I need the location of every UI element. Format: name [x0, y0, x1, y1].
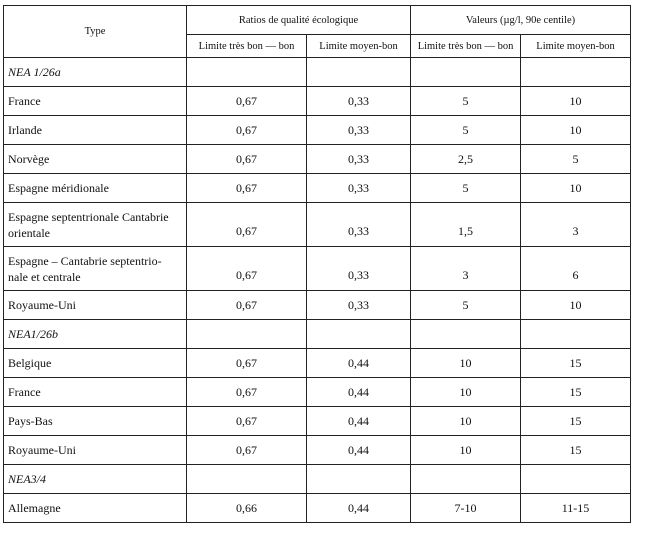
empty-cell [187, 465, 307, 494]
empty-cell [307, 320, 411, 349]
table-row [4, 116, 631, 145]
value-cell: 0,44 [307, 494, 411, 523]
subheader-ratio-moyen: Limite moyen-bon [307, 35, 411, 58]
row-label: Espagne – Cantabrie septentrio-nale et centrale [4, 247, 187, 291]
row-label: Irlande [4, 116, 187, 145]
subheader-ratio-tres-bon: Limite très bon — bon [187, 35, 307, 58]
value-cell: 0,67 [187, 349, 307, 378]
group-label: NEA 1/26a [4, 58, 187, 87]
value-cell: 7-10 [411, 494, 521, 523]
table-row [4, 203, 631, 247]
value-cell: 0,44 [307, 349, 411, 378]
empty-cell [411, 320, 521, 349]
group-label: NEA1/26b [4, 320, 187, 349]
value-cell: 11-15 [521, 494, 631, 523]
value-cell: 0,33 [307, 247, 411, 291]
value-cell: 0,33 [307, 203, 411, 247]
value-cell: 15 [521, 407, 631, 436]
value-cell: 0,67 [187, 247, 307, 291]
value-cell: 0,67 [187, 116, 307, 145]
value-cell: 0,67 [187, 87, 307, 116]
value-cell: 10 [411, 378, 521, 407]
row-label: France [4, 378, 187, 407]
group-row [4, 320, 631, 349]
value-cell: 5 [411, 291, 521, 320]
empty-cell [307, 58, 411, 87]
empty-cell [411, 465, 521, 494]
value-cell: 0,67 [187, 407, 307, 436]
table-row [4, 378, 631, 407]
row-label: France [4, 87, 187, 116]
value-cell: 10 [521, 174, 631, 203]
table-row [4, 247, 631, 291]
table-row [4, 407, 631, 436]
value-cell: 5 [521, 145, 631, 174]
empty-cell [521, 465, 631, 494]
row-label: Espagne méridionale [4, 174, 187, 203]
table-row [4, 174, 631, 203]
table-row [4, 145, 631, 174]
value-cell: 0,67 [187, 378, 307, 407]
table-body [4, 58, 631, 523]
value-cell: 0,67 [187, 145, 307, 174]
value-cell: 10 [411, 349, 521, 378]
empty-cell [307, 465, 411, 494]
value-cell: 5 [411, 174, 521, 203]
table-row [4, 291, 631, 320]
value-cell: 15 [521, 378, 631, 407]
value-cell: 0,33 [307, 174, 411, 203]
value-cell: 6 [521, 247, 631, 291]
value-cell: 15 [521, 349, 631, 378]
empty-cell [521, 320, 631, 349]
value-cell: 0,33 [307, 291, 411, 320]
value-cell: 10 [521, 291, 631, 320]
table-row [4, 349, 631, 378]
value-cell: 5 [411, 87, 521, 116]
value-cell: 3 [411, 247, 521, 291]
row-label: Allemagne [4, 494, 187, 523]
group-row [4, 465, 631, 494]
value-cell: 10 [411, 407, 521, 436]
row-label: Belgique [4, 349, 187, 378]
value-cell: 0,44 [307, 436, 411, 465]
value-cell: 0,67 [187, 291, 307, 320]
value-cell: 3 [521, 203, 631, 247]
empty-cell [187, 320, 307, 349]
group-row [4, 58, 631, 87]
subheader-valeur-moyen: Limite moyen-bon [521, 35, 631, 58]
value-cell: 2,5 [411, 145, 521, 174]
value-cell: 0,44 [307, 378, 411, 407]
empty-cell [521, 58, 631, 87]
value-cell: 0,33 [307, 116, 411, 145]
value-cell: 0,33 [307, 87, 411, 116]
row-label: Pays-Bas [4, 407, 187, 436]
table-row [4, 436, 631, 465]
value-cell: 15 [521, 436, 631, 465]
value-cell: 0,33 [307, 145, 411, 174]
row-label: Royaume-Uni [4, 291, 187, 320]
data-table [3, 5, 631, 523]
header-ratios: Ratios de qualité écologique [187, 6, 411, 35]
header-valeurs: Valeurs (µg/l, 90e centile) [411, 6, 631, 35]
table-row [4, 494, 631, 523]
value-cell: 0,67 [187, 174, 307, 203]
value-cell: 0,66 [187, 494, 307, 523]
value-cell: 0,44 [307, 407, 411, 436]
value-cell: 5 [411, 116, 521, 145]
row-label: Royaume-Uni [4, 436, 187, 465]
header-type: Type [4, 6, 187, 58]
value-cell: 0,67 [187, 203, 307, 247]
empty-cell [411, 58, 521, 87]
empty-cell [187, 58, 307, 87]
value-cell: 0,67 [187, 436, 307, 465]
value-cell: 1,5 [411, 203, 521, 247]
value-cell: 10 [521, 87, 631, 116]
group-label: NEA3/4 [4, 465, 187, 494]
value-cell: 10 [411, 436, 521, 465]
row-label: Espagne septentrionale Cantabrie orientale [4, 203, 187, 247]
row-label: Norvège [4, 145, 187, 174]
subheader-valeur-tres-bon: Limite très bon — bon [411, 35, 521, 58]
value-cell: 10 [521, 116, 631, 145]
table-row [4, 87, 631, 116]
